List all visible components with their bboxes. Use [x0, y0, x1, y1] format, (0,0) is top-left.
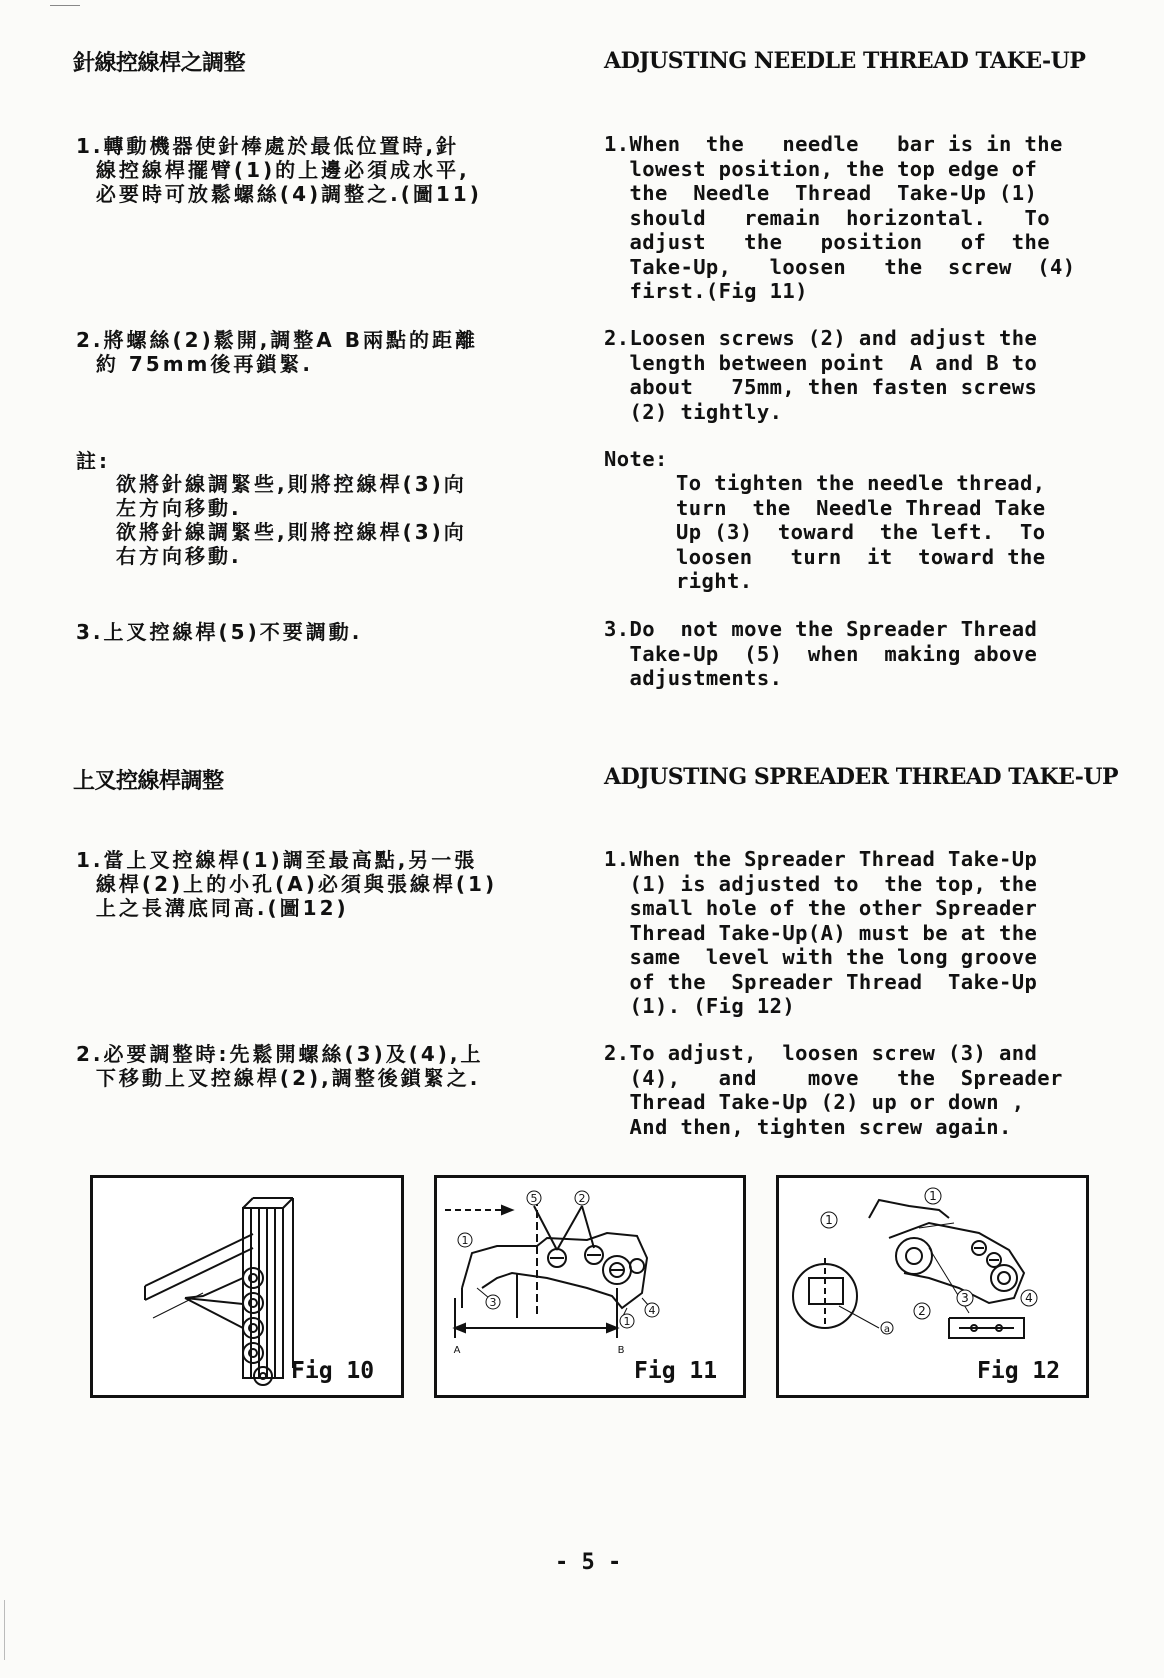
zh-s2-item-2: 2.必要調整時:先鬆開螺絲(3)及(4),上 下移動上叉控線桿(2),調整後鎖緊之.: [76, 1042, 484, 1090]
zh-note-label: 註:: [76, 449, 110, 473]
scan-mark: [4, 1600, 5, 1660]
section2-title-zh: 上叉控線桿調整: [73, 768, 224, 794]
fig12-mark-2: 2: [918, 1304, 926, 1318]
fig11-mark-3: 3: [489, 1296, 497, 1309]
page-number: - 5 -: [555, 1550, 622, 1575]
en-item-3: 3.Do not move the Spreader Thread Take-Up (5) when making above adjustments.: [604, 617, 1038, 690]
en-note-body: To tighten the needle thread, turn the Needle Thread Take Up (3) toward the left. To loosen turn it toward the right.: [676, 471, 1046, 593]
section2-title-en: ADJUSTING SPREADER THREAD TAKE-UP: [604, 764, 1119, 790]
fig11-mark-1a: 1: [461, 1234, 469, 1247]
zh-item-1: 1.轉動機器使針棒處於最低位置時,針 線控線桿擺臂(1)的上邊必須成水平, 必要時可放鬆螺絲(4)調整之.(圖11): [76, 134, 482, 206]
figure-11-label: Fig 11: [634, 1358, 718, 1384]
figure-10: [90, 1175, 404, 1398]
en-s2-item-1: 1.When the Spreader Thread Take-Up (1) is adjusted to the top, the small hole of the other Spreader Thread Take-Up(A) must be at the same level with the long groove of the Spreader Thread Take-Up (1). (Fig 12): [604, 847, 1038, 1018]
zh-item-2: 2.將螺絲(2)鬆開,調整A B兩點的距離 約 75mm後再鎖緊.: [76, 328, 478, 376]
fig12-mark-a: a: [883, 1324, 891, 1335]
zh-s2-item-1: 1.當上叉控線桿(1)調至最高點,另一張 線桿(2)上的小孔(A)必須與張線桿(1) 上之長溝底同高.(圖12): [76, 848, 498, 920]
fig12-mark-1b: 1: [825, 1213, 833, 1227]
zh-item-3: 3.上叉控線桿(5)不要調動.: [76, 620, 363, 644]
fig11-mark-5: 5: [530, 1192, 538, 1205]
fig11-mark-4: 4: [648, 1304, 656, 1317]
fig11-mark-2: 2: [578, 1192, 586, 1205]
fig11-mark-1b: 1: [623, 1315, 631, 1328]
fig12-mark-3: 3: [961, 1291, 969, 1305]
fig11-point-a: A: [453, 1345, 461, 1356]
figure-10-label: Fig 10: [291, 1358, 375, 1384]
figure-12: [776, 1175, 1089, 1398]
en-item-2: 2.Loosen screws (2) and adjust the length between point A and B to about 75mm, then fasten screws (2) tightly.: [604, 326, 1038, 424]
fig11-point-b: B: [617, 1345, 625, 1356]
figure-11: [434, 1175, 746, 1398]
en-s2-item-2: 2.To adjust, loosen screw (3) and (4), and move the Spreader Thread Take-Up (2) up or down , And then, tighten screw again.: [604, 1041, 1063, 1139]
scan-mark: [50, 5, 80, 6]
zh-note-body: 欲將針線調緊些,則將控線桿(3)向 左方向移動. 欲將針線調緊些,則將控線桿(3)向 右方向移動.: [116, 472, 467, 568]
en-item-1: 1.When the needle bar is in the lowest position, the top edge of the Needle Thread Take-Up (1) should remain horizontal. To adjust the position of the Take-Up, loosen the screw (4) first.(Fig 11): [604, 132, 1076, 303]
fig12-mark-1a: 1: [929, 1189, 937, 1203]
figure-12-label: Fig 12: [977, 1358, 1061, 1384]
section1-title-zh: 針線控線桿之調整: [73, 50, 246, 76]
fig12-mark-4: 4: [1025, 1291, 1033, 1305]
en-note-label: Note:: [604, 447, 668, 471]
section1-title-en: ADJUSTING NEEDLE THREAD TAKE-UP: [604, 48, 1086, 74]
